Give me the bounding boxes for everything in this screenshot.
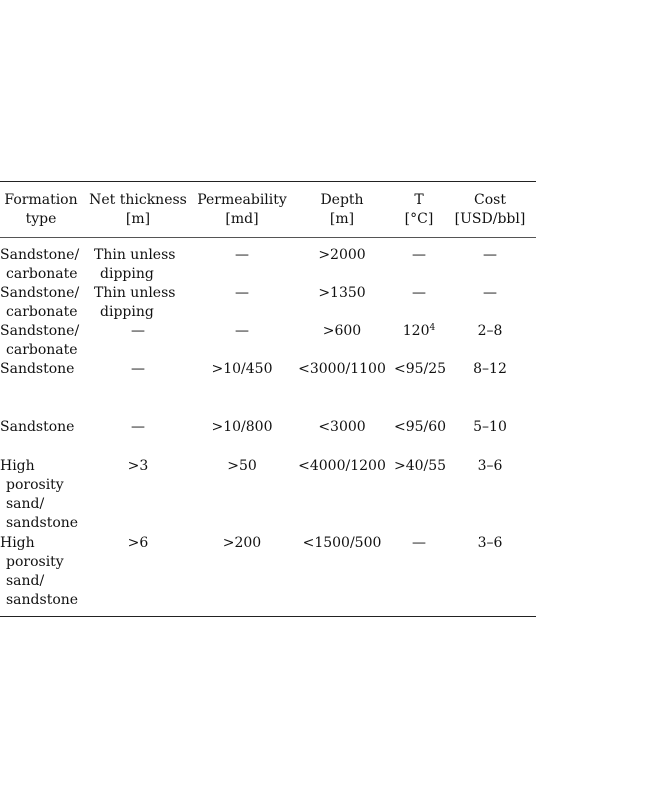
header-formation-type: Formation type xyxy=(4,192,78,227)
cell-formation: Sandstone xyxy=(0,361,75,377)
cell-formation: Sandstone/ carbonate xyxy=(0,285,80,320)
cell-depth: >600 xyxy=(322,323,362,339)
cell-temperature: <95/60 xyxy=(394,419,447,435)
cell-cost: — xyxy=(483,285,497,301)
table-row xyxy=(0,238,536,284)
cell-temperature: — xyxy=(412,247,426,263)
table-row xyxy=(0,360,536,418)
cell-formation: High porosity sand/ sandstone xyxy=(0,535,79,608)
cell-temperature: — xyxy=(412,535,426,551)
header-temperature: T [°C] xyxy=(404,192,434,227)
cell-cost: 8–12 xyxy=(473,361,507,377)
header-cost: Cost [USD/bbl] xyxy=(454,192,526,227)
cell-formation: High porosity sand/ sandstone xyxy=(0,458,79,531)
cell-thickness: >3 xyxy=(127,458,149,474)
header-row xyxy=(0,182,536,237)
cell-temperature: $120^4$ xyxy=(402,323,436,339)
cell-permeability: — xyxy=(235,323,249,339)
cell-permeability: >200 xyxy=(222,535,262,551)
cell-depth: >2000 xyxy=(318,247,366,263)
table-row xyxy=(0,534,536,616)
header-net-thickness: Net thickness [m] xyxy=(89,192,187,227)
table-row xyxy=(0,457,536,534)
cell-temperature: >40/55 xyxy=(394,458,447,474)
footnote-marker: 4 xyxy=(429,323,436,333)
cell-permeability: — xyxy=(235,285,249,301)
table-row xyxy=(0,322,536,360)
header-permeability: Permeability [md] xyxy=(197,192,287,227)
cell-cost: 3–6 xyxy=(477,458,503,474)
cell-permeability: >10/450 xyxy=(211,361,273,377)
table-bottom-rule xyxy=(0,616,536,617)
cell-permeability: — xyxy=(235,247,249,263)
cell-thickness: >6 xyxy=(127,535,149,551)
cell-thickness: Thin unless dipping xyxy=(94,247,176,282)
cell-permeability: >10/800 xyxy=(211,419,273,435)
properties-table-container xyxy=(0,181,536,617)
cell-temperature: <95/25 xyxy=(394,361,447,377)
cell-cost: — xyxy=(483,247,497,263)
cell-thickness: Thin unless dipping xyxy=(94,285,176,320)
cell-cost: 2–8 xyxy=(477,323,503,339)
cell-formation: Sandstone xyxy=(0,419,75,435)
cell-formation: Sandstone/ carbonate xyxy=(0,247,80,282)
cell-thickness: — xyxy=(131,361,145,377)
table-row xyxy=(0,418,536,457)
cell-temperature: — xyxy=(412,285,426,301)
cell-thickness: — xyxy=(131,323,145,339)
header-depth: Depth [m] xyxy=(320,192,364,227)
table-row xyxy=(0,284,536,322)
cell-cost: 5–10 xyxy=(473,419,507,435)
cell-formation: Sandstone/ carbonate xyxy=(0,323,80,358)
cell-depth: >1350 xyxy=(318,285,366,301)
cell-depth: <4000/1200 xyxy=(298,458,386,474)
cell-depth: <3000 xyxy=(318,419,366,435)
cell-depth: <1500/500 xyxy=(302,535,382,551)
cell-thickness: — xyxy=(131,419,145,435)
cell-permeability: >50 xyxy=(227,458,257,474)
cell-cost: 3–6 xyxy=(477,535,503,551)
cell-depth: <3000/1100 xyxy=(298,361,386,377)
reservoir-criteria-table xyxy=(0,182,536,616)
